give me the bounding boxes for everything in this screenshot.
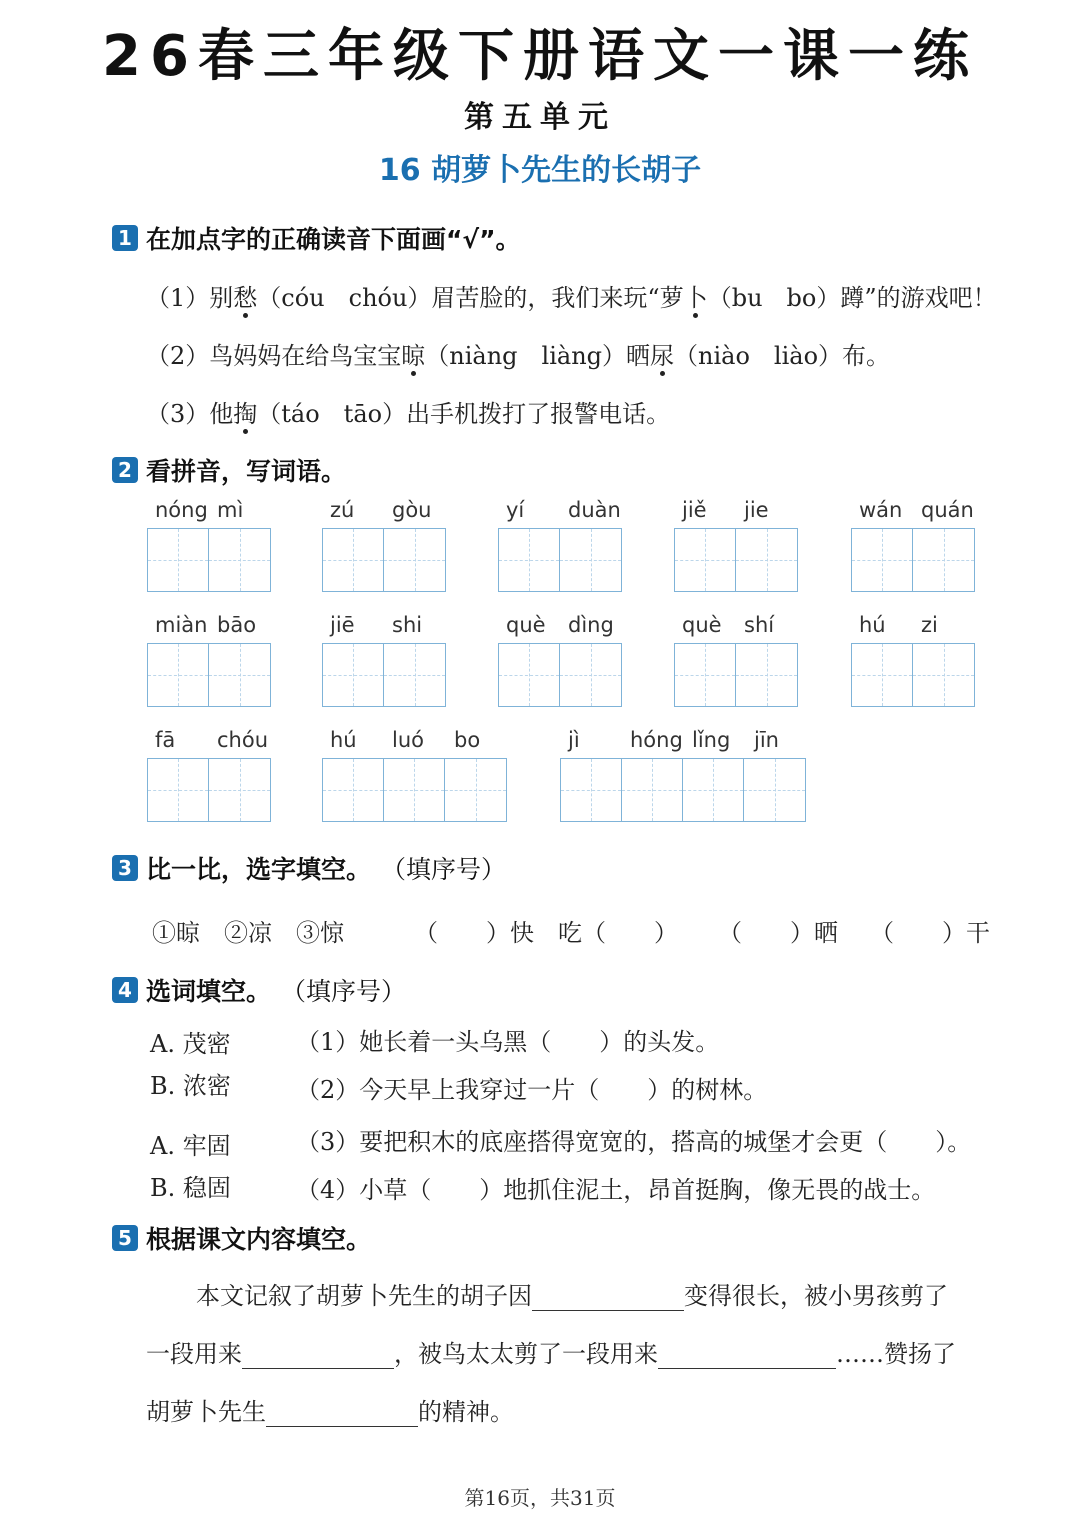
grid-cell[interactable] (675, 529, 736, 591)
q3-number: 3 (112, 855, 138, 881)
q1-item-2: （2）鸟妈妈在给鸟宝宝晾（niàng liàng）晒尿（niào liào）布。 (146, 342, 891, 370)
grid-cell[interactable] (148, 529, 209, 591)
q3-heading (112, 850, 506, 886)
dotted-char: 卜 (683, 284, 708, 312)
grid-cell[interactable] (499, 529, 560, 591)
q5-heading-text: 根据课文内容填空。 (146, 1225, 372, 1254)
q4-sentence-1[interactable]: （1）她长着一头乌黑（ ）的头发。 (296, 1028, 720, 1056)
q5-heading (112, 1220, 371, 1256)
grid-cell[interactable] (148, 644, 209, 706)
pinyin-syllable: nóng (155, 498, 208, 522)
q1-number: 1 (112, 225, 138, 251)
q4-heading-text: 选词填空。 (146, 977, 272, 1006)
grid-cell[interactable] (683, 759, 744, 821)
pinyin-syllable: fā (155, 728, 176, 752)
q3-options: ①晾 ②凉 ③惊 (152, 919, 344, 947)
pinyin-syllable: zi (921, 613, 938, 637)
pinyin-syllable: bāo (217, 613, 257, 637)
writing-grid[interactable] (851, 643, 975, 707)
pinyin-syllable: jiě (682, 498, 707, 522)
pinyin-syllable: dìng (568, 613, 614, 637)
pinyin-syllable: shi (392, 613, 423, 637)
q2-heading-text: 看拼音，写词语。 (146, 457, 347, 486)
q4-number: 4 (112, 977, 138, 1003)
q4-sentence-4[interactable]: （4）小草（ ）地抓住泥土，昂首挺胸，像无畏的战士。 (296, 1176, 936, 1204)
pinyin-syllable: quán (921, 498, 974, 522)
pinyin-syllable: duàn (568, 498, 621, 522)
q4-option-b2: B. 稳固 (150, 1174, 231, 1202)
q5-line-3: 胡萝卜先生 的精神。 (146, 1398, 514, 1426)
q1-heading (112, 220, 521, 256)
grid-cell[interactable] (913, 529, 974, 591)
q4-note: （填序号） (281, 977, 407, 1006)
grid-cell[interactable] (323, 644, 384, 706)
dotted-char: 晾 (401, 342, 426, 370)
fill-blank[interactable] (242, 1342, 394, 1369)
writing-grid[interactable] (147, 758, 271, 822)
grid-cell[interactable] (445, 759, 506, 821)
grid-cell[interactable] (323, 759, 384, 821)
pinyin-syllable: miàn (155, 613, 208, 637)
fill-blank[interactable] (266, 1400, 418, 1427)
writing-grid[interactable] (322, 643, 446, 707)
grid-cell[interactable] (852, 529, 913, 591)
dotted-char: 掏 (233, 400, 258, 428)
grid-cell[interactable] (913, 644, 974, 706)
dotted-char: 愁 (233, 284, 258, 312)
q4-option-a2: A. 牢固 (150, 1132, 231, 1160)
pinyin-syllable: hú (330, 728, 357, 752)
pinyin-syllable: jīn (754, 728, 779, 752)
grid-cell[interactable] (852, 644, 913, 706)
grid-cell[interactable] (384, 644, 445, 706)
pinyin-syllable: zú (330, 498, 355, 522)
fill-blank[interactable] (658, 1342, 836, 1369)
q2-heading (112, 452, 346, 488)
writing-grid[interactable] (147, 643, 271, 707)
q4-sentence-3[interactable]: （3）要把积木的底座搭得宽宽的，搭高的城堡才会更（ ）。 (296, 1128, 972, 1156)
q3-blank-2[interactable]: 吃（ ） (558, 919, 678, 947)
pinyin-syllable: què (506, 613, 546, 637)
writing-grid[interactable] (674, 643, 798, 707)
pinyin-syllable: jiē (330, 613, 355, 637)
pinyin-syllable: hú (859, 613, 886, 637)
grid-cell[interactable] (561, 759, 622, 821)
fill-blank[interactable] (532, 1284, 684, 1311)
q4-option-a1: A. 茂密 (150, 1030, 231, 1058)
grid-cell[interactable] (744, 759, 805, 821)
q3-blank-1[interactable]: （ ）快 (414, 919, 534, 947)
grid-cell[interactable] (560, 644, 621, 706)
grid-cell[interactable] (499, 644, 560, 706)
grid-cell[interactable] (622, 759, 683, 821)
grid-cell[interactable] (675, 644, 736, 706)
q1-item-3: （3）他掏（táo tāo）出手机拨打了报警电话。 (146, 400, 671, 428)
page-footer: 第16页，共31页 (464, 1486, 616, 1510)
grid-cell[interactable] (384, 759, 445, 821)
writing-grid[interactable] (322, 528, 446, 592)
dotted-char: 尿 (650, 342, 675, 370)
q5-number: 5 (112, 1225, 138, 1251)
q5-line-1: 本文记叙了胡萝卜先生的胡子因 变得很长，被小男孩剪了 (196, 1282, 948, 1310)
pinyin-syllable: mì (217, 498, 244, 522)
q4-heading (112, 972, 406, 1008)
lesson-title: 16 胡萝卜先生的长胡子 (378, 153, 702, 188)
writing-grid[interactable] (851, 528, 975, 592)
grid-cell[interactable] (384, 529, 445, 591)
pinyin-syllable: luó (392, 728, 424, 752)
grid-cell[interactable] (209, 529, 270, 591)
writing-grid[interactable] (674, 528, 798, 592)
grid-cell[interactable] (323, 529, 384, 591)
unit-title: 第五单元 (464, 100, 616, 135)
pinyin-syllable: hóng (630, 728, 683, 752)
grid-cell[interactable] (736, 644, 797, 706)
q4-sentence-2[interactable]: （2）今天早上我穿过一片（ ）的树林。 (296, 1076, 768, 1104)
q3-blank-4[interactable]: （ ）干 (870, 919, 990, 947)
grid-cell[interactable] (209, 759, 270, 821)
q5-line-2: 一段用来 ，被鸟太太剪了一段用来 ……赞扬了 (146, 1340, 956, 1368)
q1-item-1: （1）别愁（cóu chóu）眉苦脸的，我们来玩“萝卜（bu bo）蹲”的游戏吧！ (146, 284, 997, 312)
pinyin-syllable: gòu (392, 498, 432, 522)
writing-grid[interactable] (322, 758, 507, 822)
pinyin-syllable: què (682, 613, 722, 637)
pinyin-syllable: lǐng (692, 728, 731, 752)
writing-grid[interactable] (498, 528, 622, 592)
grid-cell[interactable] (736, 529, 797, 591)
pinyin-syllable: bo (454, 728, 481, 752)
q2-number: 2 (112, 457, 138, 483)
pinyin-syllable: chóu (217, 728, 269, 752)
pinyin-syllable: jie (744, 498, 769, 522)
page-title: 26春三年级下册语文一课一练 (102, 24, 978, 89)
grid-cell[interactable] (209, 644, 270, 706)
q3-blank-3[interactable]: （ ）晒 (718, 919, 838, 947)
q3-heading-text: 比一比，选字填空。 (146, 855, 372, 884)
writing-grid[interactable] (560, 758, 806, 822)
pinyin-syllable: wán (859, 498, 903, 522)
grid-cell[interactable] (148, 759, 209, 821)
q3-note: （填序号） (381, 855, 507, 884)
writing-grid[interactable] (147, 528, 271, 592)
grid-cell[interactable] (560, 529, 621, 591)
q4-option-b1: B. 浓密 (150, 1072, 231, 1100)
writing-grid[interactable] (498, 643, 622, 707)
pinyin-syllable: shí (744, 613, 775, 637)
q1-heading-text: 在加点字的正确读音下面画“√”。 (146, 225, 521, 254)
pinyin-syllable: yí (506, 498, 525, 522)
pinyin-syllable: jì (568, 728, 580, 752)
